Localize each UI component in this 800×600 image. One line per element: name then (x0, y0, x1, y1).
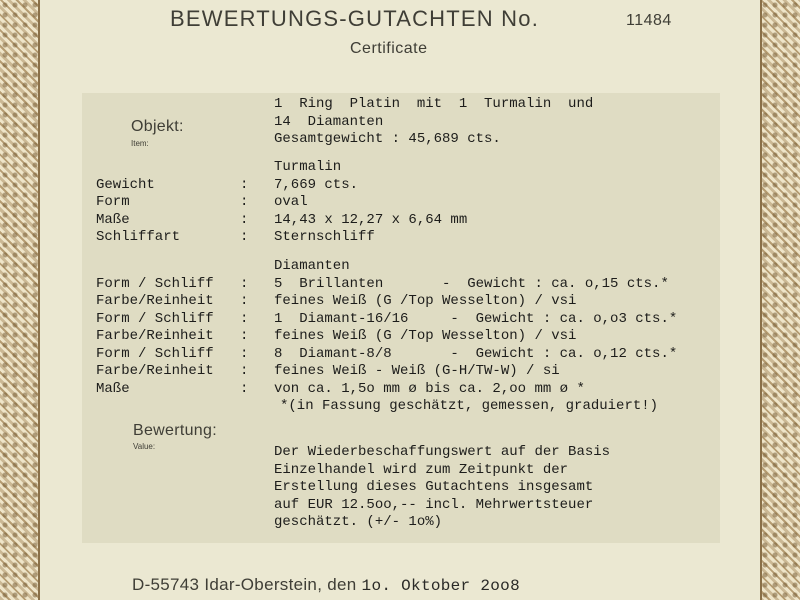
spec-value: oval (274, 194, 308, 210)
spec-value: 1 Diamant-16/16 - Gewicht : ca. o,o3 cts.* (274, 310, 678, 327)
certificate-title: BEWERTUNGS-GUTACHTEN No. (170, 6, 540, 31)
spec-label: Form / Schliff (96, 345, 214, 362)
spec-value: von ca. 1,5o mm ø bis ca. 2,oo mm ø * (274, 380, 585, 397)
diamonds-heading: Diamanten (274, 258, 350, 274)
spec-label: Maße (96, 380, 130, 397)
spec-value: feines Weiß (G /Top Wesselton) / vsi (274, 328, 577, 344)
spec-separator: : (240, 310, 249, 327)
spec-separator: : (240, 275, 249, 292)
spec-label: Form / Schliff (96, 310, 214, 327)
spec-value: Sternschliff (274, 229, 375, 245)
valuation-label: Bewertung: (133, 422, 217, 439)
valuation-line-4: auf EUR 12.5oo,-- incl. Mehrwertsteuer (274, 496, 594, 513)
spec-value: 5 Brillanten - Gewicht : ca. o,15 cts.* (274, 275, 669, 292)
tourmaline-heading: Turmalin (274, 159, 342, 175)
valuation-sublabel: Value: (133, 442, 156, 451)
valuation-line-3: Erstellung dieses Gutachtens insgesamt (274, 479, 594, 495)
spec-separator: : (240, 229, 249, 245)
spec-value: feines Weiß - Weiß (G-H/TW-W) / si (274, 363, 560, 379)
spec-label: Maße (96, 211, 130, 228)
object-line-2: 14 Diamanten (274, 113, 384, 130)
object-label: Objekt: (131, 118, 184, 135)
spec-value: 8 Diamant-8/8 - Gewicht : ca. o,12 cts.* (274, 345, 678, 362)
spec-separator: : (240, 380, 249, 397)
diamonds-note: *(in Fassung geschätzt, gemessen, graduiert!) (280, 398, 659, 414)
footer-place-date (132, 575, 520, 595)
object-line-1: 1 Ring Platin mit 1 Turmalin und (274, 96, 594, 112)
certificate-number: 11484 (626, 12, 672, 29)
spec-separator: : (240, 293, 249, 309)
spec-separator: : (240, 211, 249, 228)
certificate-subtitle: Certificate (350, 40, 428, 57)
footer-date: 1o. Oktober 2oo8 (361, 577, 520, 595)
spec-separator: : (240, 363, 249, 379)
spec-value: feines Weiß (G /Top Wesselton) / vsi (274, 293, 577, 309)
spec-separator: : (240, 328, 249, 344)
object-sublabel: Item: (131, 139, 149, 148)
spec-label: Farbe/Reinheit (96, 363, 214, 379)
spec-label: Farbe/Reinheit (96, 293, 214, 309)
spec-label: Schliffart (96, 229, 181, 245)
decorative-border-right (760, 0, 800, 600)
decorative-border-left (0, 0, 40, 600)
spec-separator: : (240, 345, 249, 362)
spec-label: Form / Schliff (96, 275, 214, 292)
valuation-line-1: Der Wiederbeschaffungswert auf der Basis (274, 444, 611, 460)
spec-separator: : (240, 194, 249, 210)
valuation-line-5: geschätzt. (+/- 1o%) (274, 514, 443, 530)
spec-value: 7,669 cts. (274, 176, 359, 193)
footer-place: D-55743 Idar-Oberstein, den (132, 575, 357, 594)
spec-separator: : (240, 176, 249, 193)
spec-label: Form (96, 194, 130, 210)
object-line-3: Gesamtgewicht : 45,689 cts. (274, 131, 501, 147)
valuation-line-2: Einzelhandel wird zum Zeitpunkt der (274, 461, 569, 478)
spec-label: Farbe/Reinheit (96, 328, 214, 344)
spec-value: 14,43 x 12,27 x 6,64 mm (274, 211, 468, 228)
spec-label: Gewicht (96, 176, 155, 193)
